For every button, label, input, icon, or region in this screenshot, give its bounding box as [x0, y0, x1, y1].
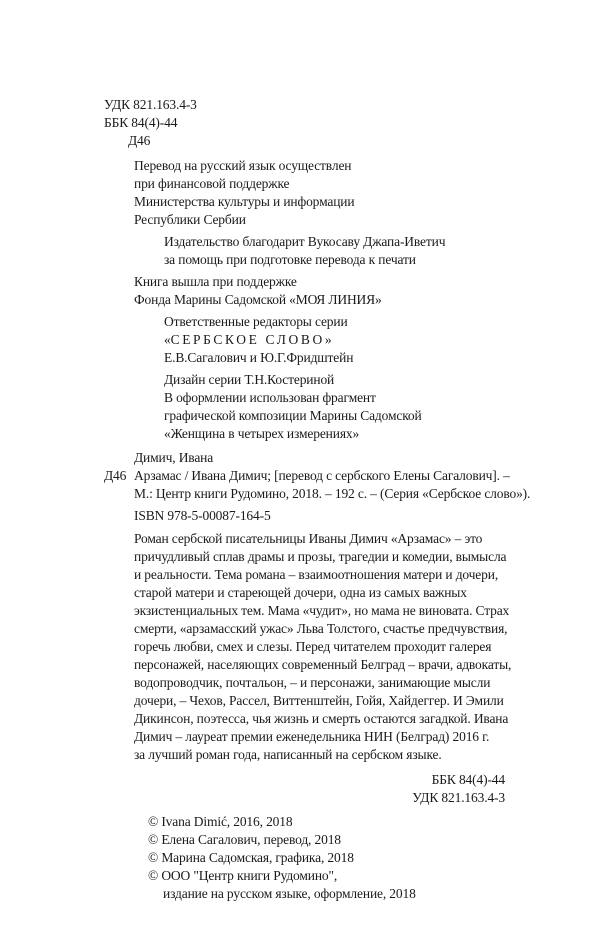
author-mark: Д46	[128, 133, 151, 148]
translation-support-line: Министерства культуры и информации	[134, 194, 355, 209]
annotation-line: причудливый сплав драмы и прозы, трагедии и комедии, вымысла	[134, 549, 507, 564]
design-line: В оформлении использован фрагмент	[164, 390, 376, 405]
isbn: ISBN 978-5-00087-164-5	[134, 508, 271, 523]
translation-support-line: Перевод на русский язык осуществлен	[134, 158, 352, 173]
annotation-line: Дикинсон, поэтесса, чья жизнь и смерть остаются загадкой. Ивана	[134, 711, 509, 726]
foundation-support-line: Фонда Марины Садомской «МОЯ ЛИНИЯ»	[134, 292, 382, 307]
annotation-line: дочери, – Чехов, Рассел, Виттенштейн, Гойя, Хайдеггер. И Эмили	[134, 693, 504, 708]
publisher-thanks-line: за помощь при подготовке перевода к печати	[164, 252, 416, 267]
copyright-line: © ООО "Центр книги Рудомино",	[148, 868, 338, 883]
series-name	[164, 331, 331, 348]
editors-title: Ответственные редакторы серии	[164, 314, 348, 329]
design-line: графической композиции Марины Садомской	[164, 408, 422, 423]
bib-mark: Д46	[104, 468, 127, 483]
copyright-line: издание на русском языке, оформление, 2018	[163, 886, 416, 901]
publisher-thanks-line: Издательство благодарит Вукосаву Джапа-Иветич	[164, 234, 446, 249]
bbk-code: ББК 84(4)-44	[104, 115, 178, 130]
copyright-line: © Ivana Dimić, 2016, 2018	[148, 814, 293, 829]
annotation-line: горечь любви, смех и слезы. Перед читателем проходит галерея	[134, 639, 492, 654]
copyright-line: © Елена Сагалович, перевод, 2018	[148, 832, 341, 847]
annotation-line: и реальности. Тема романа – взаимоотношения матери и дочери,	[134, 567, 499, 582]
foundation-support-line: Книга вышла при поддержке	[134, 274, 297, 289]
design-line: «Женщина в четырех измерениях»	[164, 426, 360, 441]
annotation-line: старой матери и стареющей дочери, одна из самых важных	[134, 585, 467, 600]
annotation-line: экзистенциальных тем. Мама «чудит», но мама не виновата. Страх	[134, 603, 510, 618]
bib-line: М.: Центр книги Рудомино, 2018. – 192 с. – (Серия «Сербское слово»).	[134, 486, 531, 501]
series-title: СЕРБСКОЕ СЛОВО	[170, 332, 325, 347]
udk-code: УДК 821.163.4-3	[104, 97, 197, 112]
copyright-line: © Марина Садомская, графика, 2018	[148, 850, 354, 865]
series-open-quote: «	[164, 332, 171, 347]
bib-author: Димич, Ивана	[134, 450, 214, 465]
annotation-line: смерти, «арзамасский ужас» Льва Толстого, счастье предчувствия,	[134, 621, 508, 636]
translation-support-line: при финансовой поддержке	[134, 176, 290, 191]
annotation-line: персонажей, населяющих современный Белград – врачи, адвокаты,	[134, 657, 512, 672]
series-close-quote: »	[324, 332, 332, 347]
annotation-line: за лучший роман года, написанный на сербском языке.	[134, 747, 442, 762]
annotation-line: Роман сербской писательницы Иваны Димич «Арзамас» – это	[134, 531, 483, 546]
translation-support-line: Республики Сербии	[134, 212, 246, 227]
editors-names: Е.В.Сагалович и Ю.Г.Фридштейн	[164, 350, 354, 365]
bbk-code-bottom: ББК 84(4)-44	[431, 772, 505, 787]
udk-code-bottom: УДК 821.163.4-3	[412, 790, 505, 805]
bib-line: Арзамас / Ивана Димич; [перевод с сербского Елены Сагалович]. –	[134, 468, 510, 483]
annotation-line: водопроводчик, почтальон, – и персонажи, занимающие мысли	[134, 675, 491, 690]
design-line: Дизайн серии Т.Н.Костериной	[164, 372, 335, 387]
annotation-line: Димич – лауреат премии еженедельника НИН (Белград) 2016 г.	[134, 729, 490, 744]
